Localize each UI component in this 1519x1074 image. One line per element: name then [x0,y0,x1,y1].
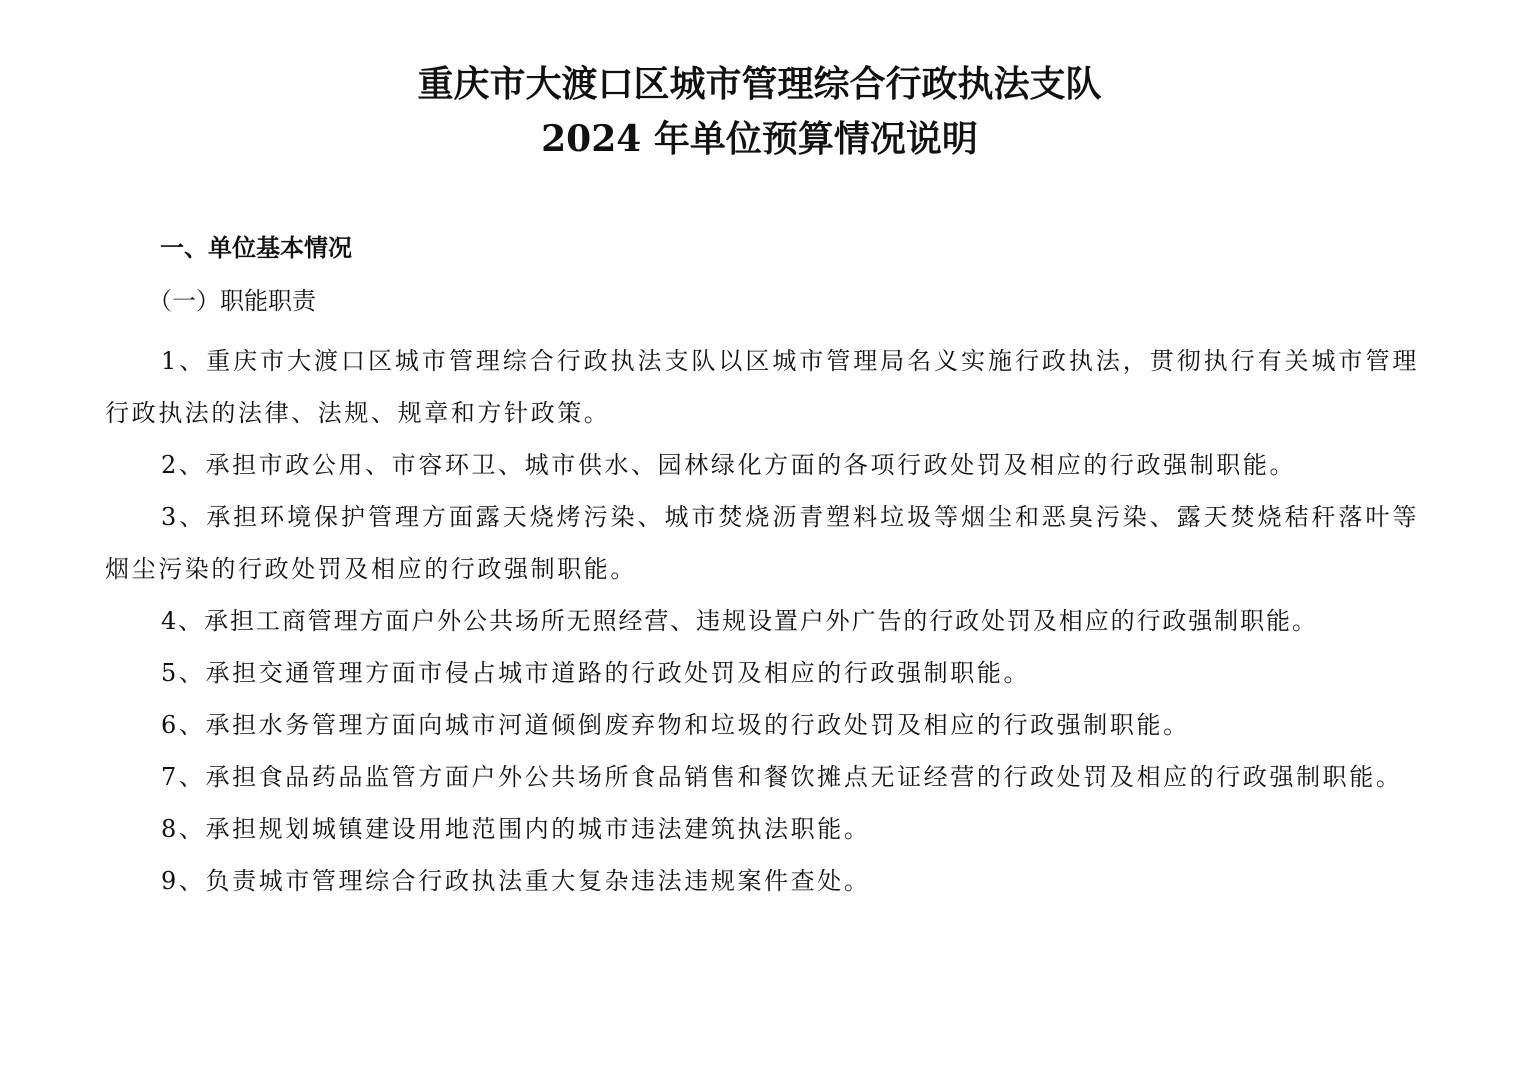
duty-item-1: 1、重庆市大渡口区城市管理综合行政执法支队以区城市管理局名义实施行政执法，贯彻执行有关城市管理行政执法的法律、法规、规章和方针政策。 [105,347,1419,427]
duties-list [105,335,1419,907]
duty-item-7: 7、承担食品药品监管方面户外公共场所食品销售和餐饮摊点无证经营的行政处罚及相应的行政强制职能。 [161,763,1403,791]
subsection-heading-duties: （一）职能职责 [148,287,316,315]
duty-item-2: 2、承担市政公用、市容环卫、城市供水、园林绿化方面的各项行政处罚及相应的行政强制职能。 [161,451,1297,479]
duty-item-9: 9、负责城市管理综合行政执法重大复杂违法违规案件查处。 [161,867,871,895]
document-title-line2: 2024 年单位预算情况说明 [541,118,978,160]
duty-item-4: 4、承担工商管理方面户外公共场所无照经营、违规设置户外广告的行政处罚及相应的行政强制职能。 [161,607,1318,635]
duty-item-6: 6、承担水务管理方面向城市河道倾倒废弃物和垃圾的行政处罚及相应的行政强制职能。 [161,711,1190,739]
duty-item-3: 3、承担环境保护管理方面露天烧烤污染、城市焚烧沥青塑料垃圾等烟尘和恶臭污染、露天焚烧秸秆落叶等烟尘污染的行政处罚及相应的行政强制职能。 [105,503,1419,583]
section-heading-basic-info: 一、单位基本情况 [160,234,352,262]
duty-item-5: 5、承担交通管理方面市侵占城市道路的行政处罚及相应的行政强制职能。 [161,659,1031,687]
document-title-line1: 重庆市大渡口区城市管理综合行政执法支队 [417,63,1102,105]
duty-item-8: 8、承担规划城镇建设用地范围内的城市违法建筑执法职能。 [161,815,871,843]
